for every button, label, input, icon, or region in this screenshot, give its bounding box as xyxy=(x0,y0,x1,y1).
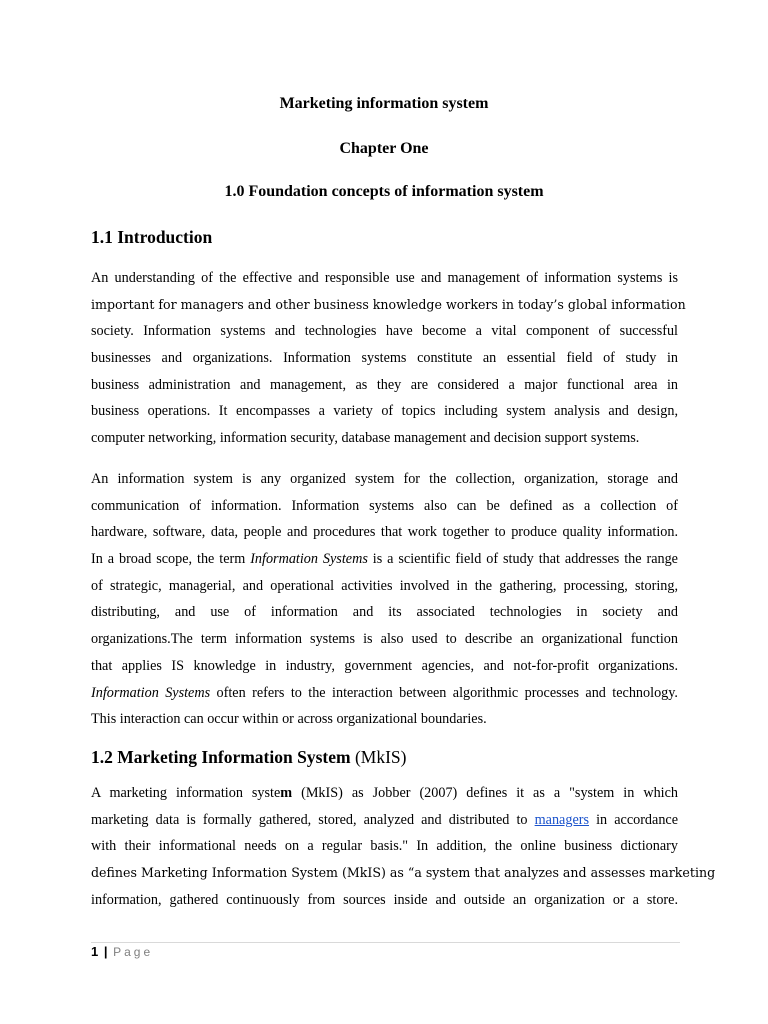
italic-term: Information Systems xyxy=(250,551,368,568)
managers-link[interactable]: managers xyxy=(534,811,589,828)
page-separator: | xyxy=(103,944,108,959)
text-segment: in accordance xyxy=(589,811,679,828)
mkis-paragraph xyxy=(91,780,716,913)
text-line: with their informational needs on a regular basis." In addition, the online business dictionary xyxy=(91,838,678,855)
page-number: 1 xyxy=(91,944,99,959)
text-line xyxy=(91,807,678,834)
intro-paragraph-1 xyxy=(91,265,686,452)
text-line: business administration and management, as they are considered a major functional area in xyxy=(91,376,678,393)
bold-letter: m xyxy=(280,785,293,801)
intro-heading: 1.1 Introduction xyxy=(91,227,213,247)
text-segment: (MkIS) as Jobber (2007) defines it as a "system in which xyxy=(292,785,678,801)
text-line: businesses and organizations. Information systems constitute an essential field of study in xyxy=(91,350,678,367)
text-segment: is a scientific field of study that addresses the range xyxy=(367,551,678,568)
text-segment: A marketing information syste xyxy=(91,785,281,801)
text-line: An understanding of the effective and responsible use and management of information systems is xyxy=(91,270,678,286)
text-line: distributing, and use of information and its associated technologies in society and xyxy=(91,604,678,621)
text-line: that applies IS knowledge in industry, government agencies, and not-for-profit organizations. xyxy=(91,657,678,674)
text-line: computer networking, information security, database management and decision support systems. xyxy=(91,430,640,447)
mkis-heading xyxy=(91,746,406,768)
text-line xyxy=(91,780,678,807)
text-line-with-term xyxy=(91,546,678,573)
mkis-heading-abbr: (MkIS) xyxy=(354,747,407,767)
text-line-with-term xyxy=(91,680,678,707)
text-line: organizations.The term information systems is also used to describe an organizational function xyxy=(91,631,678,648)
intro-paragraph-2 xyxy=(91,466,678,733)
text-line: defines Marketing Information System (MkIS) as “a system that analyzes and assesses marketing xyxy=(91,865,716,881)
text-line: hardware, software, data, people and procedures that work together to produce quality information. xyxy=(91,524,678,541)
text-line: An information system is any organized system for the collection, organization, storage and xyxy=(91,471,678,487)
page-label: Page xyxy=(113,945,154,959)
text-line: communication of information. Information systems also can be defined as a collection of xyxy=(91,497,678,514)
chapter-title: Chapter One xyxy=(339,140,429,157)
text-segment: In a broad scope, the term xyxy=(91,551,251,568)
text-segment: often refers to the interaction between algorithmic processes and technology. xyxy=(210,684,678,701)
text-segment: marketing data is formally gathered, stored, analyzed and distributed to xyxy=(91,811,535,828)
text-line: society. Information systems and technologies have become a vital component of successful xyxy=(91,323,678,340)
text-line: important for managers and other business knowledge workers in today’s global information xyxy=(91,296,686,312)
text-line: information, gathered continuously from sources inside and outside an organization or a store. xyxy=(91,891,678,908)
text-line: This interaction can occur within or across organizational boundaries. xyxy=(91,711,487,728)
page-footer xyxy=(91,942,680,967)
page-indicator xyxy=(91,943,153,961)
italic-term: Information Systems xyxy=(91,684,211,701)
section-title: 1.0 Foundation concepts of information system xyxy=(224,183,544,200)
text-line: business operations. It encompasses a variety of topics including system analysis and design, xyxy=(91,403,678,420)
mkis-heading-text: 1.2 Marketing Information System xyxy=(91,747,355,767)
text-line: of strategic, managerial, and operational activities involved in the gathering, processing, storing, xyxy=(91,577,678,594)
document-title: Marketing information system xyxy=(279,95,489,112)
